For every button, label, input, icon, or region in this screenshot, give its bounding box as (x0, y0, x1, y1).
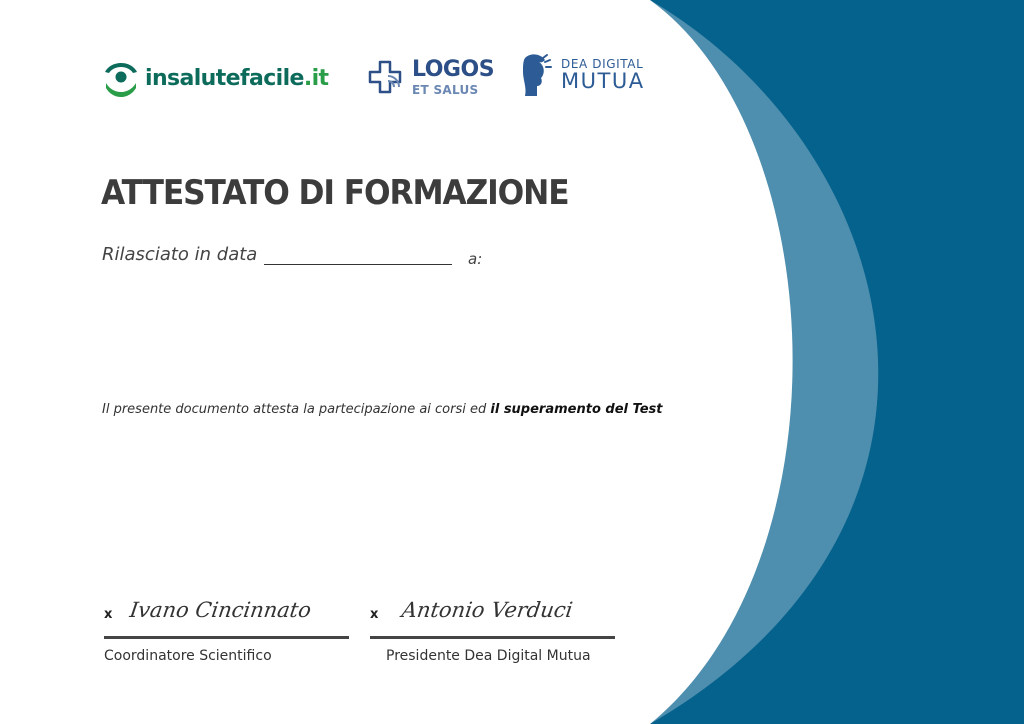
et-salus-wordmark: ET SALUS (412, 82, 479, 97)
signature-line-2 (370, 636, 615, 639)
certificate-title: ATTESTATO DI FORMAZIONE (101, 173, 569, 213)
mutua-wordmark: MUTUA (561, 69, 645, 93)
insalutefacile-wordmark: insalutefacile.it (145, 65, 329, 91)
logos-et-salus-logo (366, 56, 494, 98)
recipient-label: a: (468, 250, 483, 268)
statement-text: Il presente documento attesta la partecipazione ai corsi ed (102, 402, 491, 417)
certificate-statement (102, 402, 662, 417)
dea-digital-wordmark: DEA DIGITAL (561, 57, 644, 71)
insalutefacile-logo (103, 58, 328, 98)
signature-role-2: Presidente Dea Digital Mutua (386, 648, 591, 664)
signature-2: Antonio Verduci (400, 598, 575, 622)
dea-digital-mutua-logo (519, 52, 645, 98)
medical-cross-wifi-icon (366, 56, 406, 98)
goddess-profile-icon (519, 52, 555, 98)
signature-line-1 (104, 636, 349, 639)
logos-wordmark: LOGOS (412, 56, 495, 82)
statement-bold-text: il superamento del Test (490, 402, 663, 417)
insalutefacile-eye-icon (103, 58, 139, 98)
signature-role-1: Coordinatore Scientifico (104, 648, 272, 664)
signature-1: Ivano Cincinnato (128, 598, 313, 622)
issued-date-line (264, 264, 452, 265)
signature-mark-1: x (104, 607, 113, 622)
signature-mark-2: x (370, 607, 379, 622)
issued-date-label: Rilasciato in data (102, 244, 258, 265)
